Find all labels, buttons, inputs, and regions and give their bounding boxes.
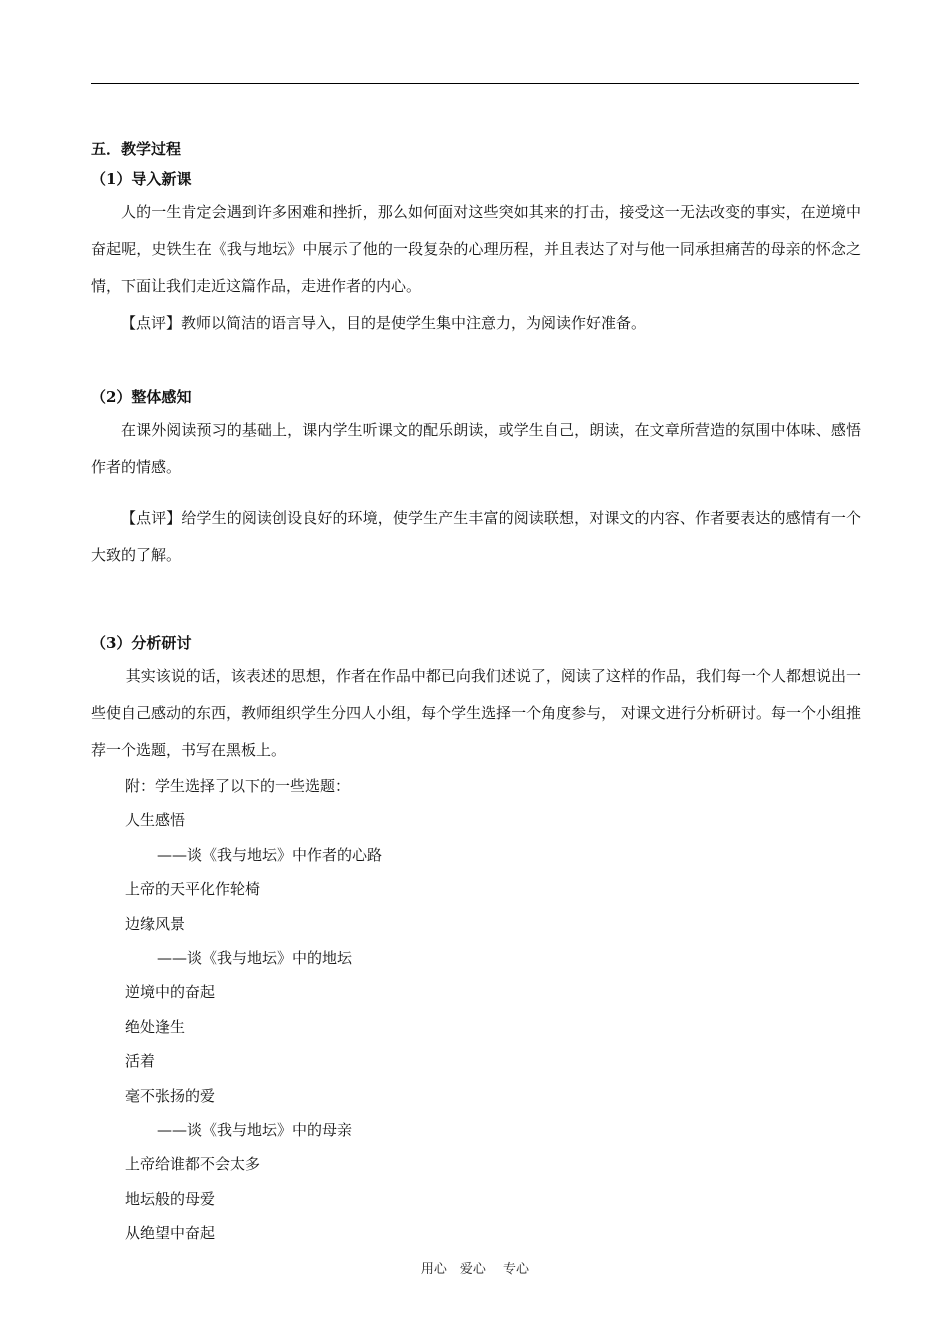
topic-title: 上帝给谁都不会太多 xyxy=(125,1155,261,1174)
part3-heading: （3）分析研讨 xyxy=(91,634,192,652)
spacer xyxy=(91,342,861,382)
topic-title: 地坛般的母爱 xyxy=(125,1189,216,1208)
part2-heading: （2）整体感知 xyxy=(91,388,192,406)
header-rule xyxy=(91,83,859,84)
topics-intro: 附：学生选择了以下的一些选题： xyxy=(125,777,351,795)
section-title: 五．教学过程 xyxy=(91,140,182,158)
topic-title: 边缘风景 xyxy=(125,914,186,933)
spacer xyxy=(91,486,861,500)
topic-subtitle: ——谈《我与地坛》中的母亲 xyxy=(157,1120,353,1139)
topic-title: 毫不张扬的爱 xyxy=(125,1086,216,1105)
topic-subtitle: ——谈《我与地坛》中的地坛 xyxy=(157,948,353,967)
part3-body: 其实该说的话，该表述的思想，作者在作品中都已向我们述说了，阅读了这样的作品，我们每一个人都想说出一些使自己感动的东西，教师组织学生分四人小组，每个学生选择一个角度参与， 对课文进行分析研讨。每一个小组推荐一个选题，书写在黑板上。 xyxy=(91,667,861,759)
part1-body: 人的一生肯定会遇到许多困难和挫折，那么如何面对这些突如其来的打击，接受这一无法改变的事实，在逆境中奋起呢，史铁生在《我与地坛》中展示了他的一段复杂的心理历程，并且表达了对与他一同承担痛苦的母亲的怀念之情，下面让我们走近这篇作品，走进作者的内心。 xyxy=(91,203,861,295)
topic-title: 上帝的天平化作轮椅 xyxy=(125,880,261,899)
part2-body: 在课外阅读预习的基础上，课内学生听课文的配乐朗读，或学生自己，朗读，在文章所营造的氛围中体味、感悟作者的情感。 xyxy=(91,421,861,476)
topic-subtitle: ——谈《我与地坛》中作者的心路 xyxy=(157,845,383,864)
spacer xyxy=(91,574,861,614)
topic-title: 人生感悟 xyxy=(125,811,186,830)
topic-title: 从绝望中奋起 xyxy=(125,1224,216,1243)
topic-title: 逆境中的奋起 xyxy=(125,983,216,1002)
topic-title: 绝处逢生 xyxy=(125,1017,186,1036)
document-body xyxy=(91,134,861,1250)
part1-heading: （1）导入新课 xyxy=(91,170,192,188)
spacer xyxy=(91,614,861,628)
part1-comment: 【点评】教师以简洁的语言导入，目的是使学生集中注意力，为阅读作好准备。 xyxy=(121,314,647,332)
topic-title: 活着 xyxy=(125,1052,156,1071)
part2-comment: 【点评】给学生的阅读创设良好的环境，使学生产生丰富的阅读联想，对课文的内容、作者要表达的感情有一个大致的了解。 xyxy=(91,509,861,564)
page-footer: 用心 爱心 专心 xyxy=(420,1262,530,1277)
topic-list xyxy=(91,803,861,1250)
